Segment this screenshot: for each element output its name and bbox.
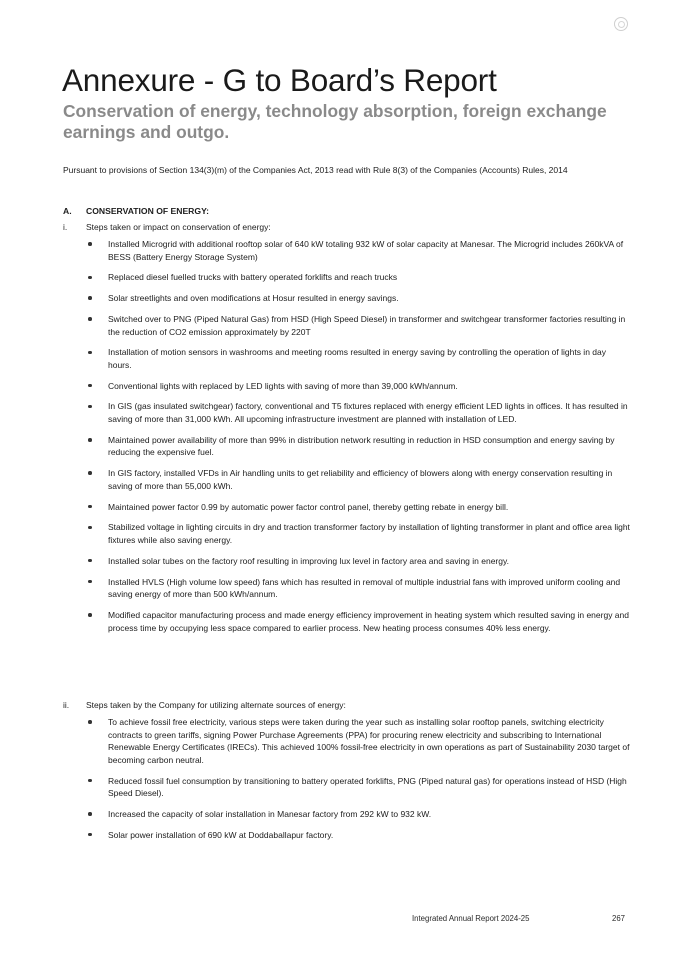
bullet-icon [88, 505, 92, 509]
conservation-steps-list [108, 238, 630, 634]
bullet-icon [88, 613, 92, 617]
alternate-energy-list [108, 716, 630, 841]
page-subtitle: Conservation of energy, technology absorption, foreign exchange earnings and outgo. [63, 101, 607, 142]
list-item [108, 400, 630, 425]
list-item [108, 346, 630, 371]
list-item [108, 238, 630, 263]
bullet-icon [88, 812, 92, 816]
list-item [108, 467, 630, 492]
list-item [108, 775, 630, 800]
subsection-title: Steps taken or impact on conservation of energy: [86, 222, 271, 232]
bullet-icon [88, 317, 92, 321]
list-item [108, 609, 630, 634]
bullet-icon [88, 438, 92, 442]
bullet-icon [88, 351, 92, 355]
section-marker: A. [63, 206, 72, 216]
bullet-icon [88, 580, 92, 584]
list-item-text: Installed HVLS (High volume low speed) fans which has resulted in removal of multiple industrial fans with improved uniform cooling and saving energy of more than 500 kWh/annum. [108, 576, 621, 600]
bullet-icon [88, 559, 92, 563]
list-item [108, 521, 630, 546]
subsection-marker: ii. [63, 700, 70, 710]
list-item [108, 292, 630, 305]
intro-paragraph: Pursuant to provisions of Section 134(3)(m) of the Companies Act, 2013 read with Rule 8(3) of the Companies (Accounts) Rules, 2014 [63, 165, 568, 175]
list-item [108, 434, 630, 459]
list-item-text: To achieve fossil free electricity, various steps were taken during the year such as installing solar rooftop panels, switching electricity contracts to green tariffs, signing Power Purchase Agreements (PPA) for procuring renew electricity and subscribing to International Renewable Energy Certificates (IRECs). This achieved 100% fossil-free electricity in own operations as part of Sustainability 2030 target of becoming carbon neutral. [108, 717, 630, 765]
list-item-text: Maintained power availability of more than 99% in distribution network resulting in reduction in HSD consumption and energy saving by reducing the expensive fuel. [108, 434, 615, 458]
list-item [108, 829, 630, 842]
subsection-i-heading [63, 222, 271, 232]
list-item-text: Installed solar tubes on the factory roof resulting in improving lux level in factory area and saving in energy. [108, 555, 509, 566]
list-item-text: In GIS factory, installed VFDs in Air handling units to get reliability and efficiency of blowers along with energy conservation resulting in saving of more than 55,000 kWh. [108, 468, 613, 491]
page-title: Annexure - G to Board’s Report [62, 62, 497, 98]
list-item-text: Replaced diesel fuelled trucks with battery operated forklifts and reach trucks [108, 272, 398, 283]
corner-logo-icon [614, 17, 628, 31]
list-item-text: Stabilized voltage in lighting circuits in dry and traction transformer factory by installation of lighting transformer in plant and office area light fixtures while also saving energy. [108, 522, 630, 545]
list-item-text: Solar power installation of 690 kW at Doddaballapur factory. [108, 829, 334, 840]
list-item [108, 313, 630, 338]
bullet-icon [88, 471, 92, 475]
list-item-text: In GIS (gas insulated switchgear) factory, conventional and T5 fixtures replaced with energy efficient LED lights in offices. It has resulted in saving of more than 31,000 kWh. All upcoming infrastructure investment are planned with installation of LED. [108, 401, 628, 425]
list-item [108, 808, 630, 821]
list-item [108, 380, 630, 393]
list-item-text: Installed Microgrid with additional rooftop solar of 640 kW totaling 932 kW of solar capacity at Manesar. The Microgrid includes 260kVA of BESS (Battery Energy Storage System) [108, 239, 624, 262]
bullet-icon [88, 276, 92, 280]
list-item-text: Modified capacitor manufacturing process and made energy efficiency improvement in heating system which resulted saving in energy and process time by occupying less space compared to earlier process. New heating process consumes 40% less energy. [108, 609, 629, 633]
subsection-marker: i. [63, 222, 68, 232]
subsection-title: Steps taken by the Company for utilizing alternate sources of energy: [86, 700, 346, 710]
list-item [108, 555, 630, 568]
list-item [108, 716, 630, 766]
bullet-icon [88, 833, 92, 837]
list-item-text: Reduced fossil fuel consumption by transitioning to battery operated forklifts, PNG (Piped natural gas) for operations instead of HSD (High Speed Diesel). [108, 775, 627, 799]
list-item-text: Solar streetlights and oven modifications at Hosur resulted in energy savings. [108, 293, 399, 304]
bullet-icon [88, 296, 92, 300]
list-item-text: Maintained power factor 0.99 by automatic power factor control panel, thereby getting rebate in energy bill. [108, 501, 509, 512]
list-item-text: Switched over to PNG (Piped Natural Gas) from HSD (High Speed Diesel) in transformer and switchgear transformer factories resulting in the reduction of CO2 emission approximately by 220T [108, 313, 626, 337]
bullet-icon [88, 242, 92, 246]
subsection-ii-heading [63, 700, 346, 710]
list-item [108, 501, 630, 514]
bullet-icon [88, 526, 92, 530]
section-title: CONSERVATION OF ENERGY: [86, 206, 210, 216]
list-item [108, 271, 630, 284]
bullet-icon [88, 720, 92, 724]
list-item [108, 576, 630, 601]
list-item-text: Increased the capacity of solar installation in Manesar factory from 292 kW to 932 kW. [108, 808, 432, 819]
footer-report-name: Integrated Annual Report 2024-25 [412, 914, 530, 923]
page-number: 267 [612, 914, 626, 923]
bullet-icon [88, 384, 92, 388]
section-a-heading [63, 206, 209, 216]
bullet-icon [88, 779, 92, 783]
list-item-text: Conventional lights with replaced by LED lights with saving of more than 39,000 kWh/annum. [108, 380, 458, 391]
list-item-text: Installation of motion sensors in washrooms and meeting rooms resulted in energy saving by controlling the operation of lights in day hours. [108, 347, 606, 370]
bullet-icon [88, 405, 92, 409]
